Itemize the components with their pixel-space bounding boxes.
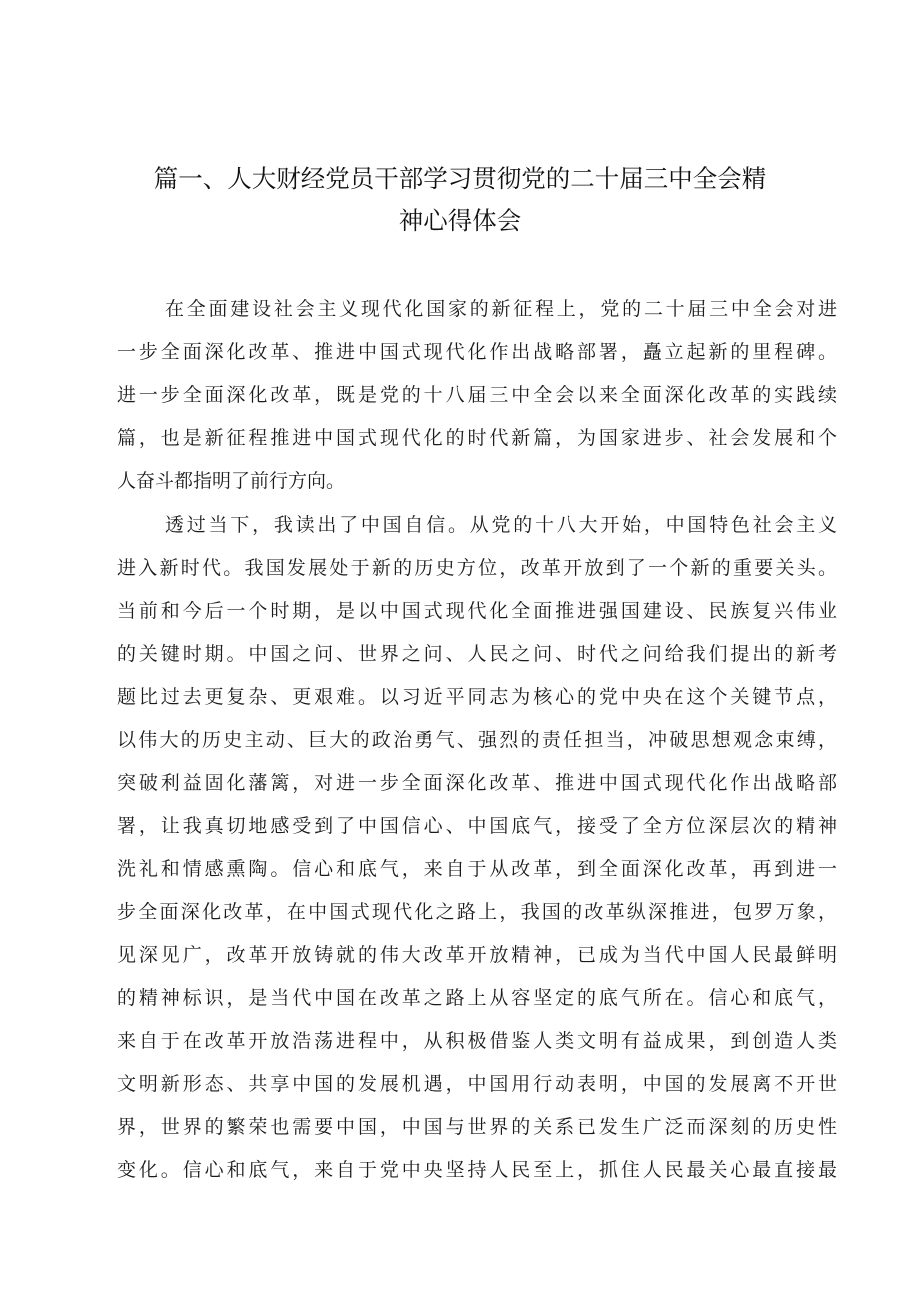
paragraph-2-line: 透过当下，我读出了中国自信。从党的十八大开始，中国特色社会主义 xyxy=(165,514,837,536)
paragraph-1-line: 篇，也是新征程推进中国式现代化的时代新篇，为国家进步、社会发展和个 xyxy=(117,427,837,449)
paragraph-2-line: 文明新形态、共享中国的发展机遇，中国用行动表明，中国的发展离不开世 xyxy=(117,1073,837,1095)
paragraph-1-line: 一步全面深化改革、推进中国式现代化作出战略部署，矗立起新的里程碑。 xyxy=(117,341,837,363)
paragraph-2-line: 署，让我真切地感受到了中国信心、中国底气，接受了全方位深层次的精神 xyxy=(117,815,837,837)
document-title-line-2: 神心得体会 xyxy=(398,206,522,235)
paragraph-2-line: 题比过去更复杂、更艰难。以习近平同志为核心的党中央在这个关键节点， xyxy=(117,686,837,708)
paragraph-2-line: 的精神标识，是当代中国在改革之路上从容坚定的底气所在。信心和底气， xyxy=(117,987,837,1009)
paragraph-2-line: 来自于在改革开放浩荡进程中，从积极借鉴人类文明有益成果，到创造人类 xyxy=(117,1030,837,1052)
paragraph-1-line: 人奋斗都指明了前行方向。 xyxy=(117,470,346,492)
paragraph-1-line: 进一步全面深化改革，既是党的十八届三中全会以来全面深化改革的实践续 xyxy=(117,384,837,406)
paragraph-2-line: 步全面深化改革，在中国式现代化之路上，我国的改革纵深推进，包罗万象， xyxy=(117,901,837,923)
paragraph-2-line: 进入新时代。我国发展处于新的历史方位，改革开放到了一个新的重要关头。 xyxy=(117,557,837,579)
paragraph-2-line: 以伟大的历史主动、巨大的政治勇气、强烈的责任担当，冲破思想观念束缚， xyxy=(117,729,837,751)
paragraph-1-line: 在全面建设社会主义现代化国家的新征程上，党的二十届三中全会对进 xyxy=(165,298,837,320)
paragraph-2-line: 见深见广，改革开放铸就的伟大改革开放精神，已成为当代中国人民最鲜明 xyxy=(117,944,837,966)
paragraph-2-line: 界，世界的繁荣也需要中国，中国与世界的关系已发生广泛而深刻的历史性 xyxy=(117,1116,837,1138)
paragraph-2-line: 当前和今后一个时期，是以中国式现代化全面推进强国建设、民族复兴伟业 xyxy=(117,600,837,622)
paragraph-2-line: 的关键时期。中国之问、世界之问、人民之问、时代之问给我们提出的新考 xyxy=(117,643,837,665)
paragraph-2-line: 洗礼和情感熏陶。信心和底气，来自于从改革，到全面深化改革，再到进一 xyxy=(117,858,837,880)
paragraph-2-line: 突破利益固化藩篱，对进一步全面深化改革、推进中国式现代化作出战略部 xyxy=(117,772,837,794)
document-title-line-1: 篇一、人大财经党员干部学习贯彻党的二十届三中全会精 xyxy=(153,164,767,193)
paragraph-2-line: 变化。信心和底气，来自于党中央坚持人民至上，抓住人民最关心最直接最 xyxy=(117,1159,837,1181)
